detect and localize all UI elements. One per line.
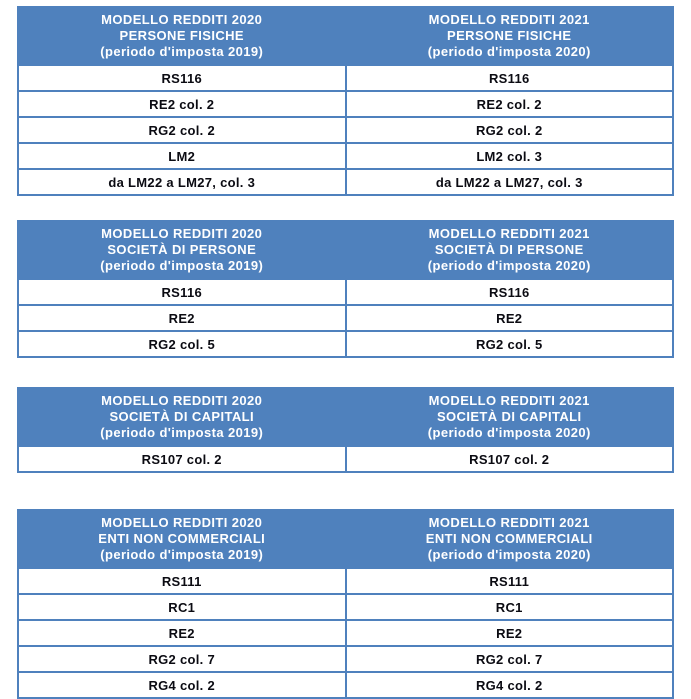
header-line: SOCIETÀ DI PERSONE bbox=[107, 242, 257, 257]
table-header-row bbox=[18, 510, 673, 568]
table-row bbox=[18, 143, 673, 169]
table-cell: da LM22 a LM27, col. 3 bbox=[18, 169, 346, 195]
table-cell: RE2 bbox=[346, 620, 674, 646]
header-line: PERSONE FISICHE bbox=[119, 28, 244, 43]
table-cell: RC1 bbox=[18, 594, 346, 620]
comparison-table-societa-di-persone bbox=[17, 220, 674, 358]
header-line: ENTI NON COMMERCIALI bbox=[98, 531, 266, 546]
table-cell: RS107 col. 2 bbox=[18, 446, 346, 472]
table-row bbox=[18, 672, 673, 698]
table-cell: RG2 col. 5 bbox=[18, 331, 346, 357]
header-line: SOCIETÀ DI CAPITALI bbox=[109, 409, 255, 424]
table-row bbox=[18, 279, 673, 305]
header-line: MODELLO REDDITI 2020 bbox=[101, 226, 263, 241]
table-row bbox=[18, 568, 673, 594]
table-cell: RE2 bbox=[18, 305, 346, 331]
table-cell: RS116 bbox=[346, 65, 674, 91]
table-cell: RS116 bbox=[18, 279, 346, 305]
table-row bbox=[18, 331, 673, 357]
header-line: MODELLO REDDITI 2021 bbox=[428, 393, 590, 408]
table-row bbox=[18, 594, 673, 620]
table-cell: RS111 bbox=[346, 568, 674, 594]
table-cell: RS116 bbox=[18, 65, 346, 91]
header-line: (periodo d'imposta 2020) bbox=[427, 547, 591, 562]
table-cell: RG4 col. 2 bbox=[18, 672, 346, 698]
table-cell: RE2 bbox=[346, 305, 674, 331]
table-header-cell-right bbox=[346, 221, 674, 279]
comparison-table-enti-non-commerciali bbox=[17, 509, 674, 699]
header-line: MODELLO REDDITI 2021 bbox=[428, 12, 590, 27]
table-row bbox=[18, 646, 673, 672]
table-cell: RC1 bbox=[346, 594, 674, 620]
table-header-cell-left bbox=[18, 7, 346, 65]
header-line: ENTI NON COMMERCIALI bbox=[425, 531, 593, 546]
header-line: MODELLO REDDITI 2021 bbox=[428, 226, 590, 241]
header-line: MODELLO REDDITI 2020 bbox=[101, 12, 263, 27]
table-row bbox=[18, 169, 673, 195]
header-line: PERSONE FISICHE bbox=[447, 28, 572, 43]
table-cell: RG4 col. 2 bbox=[346, 672, 674, 698]
header-line: (periodo d'imposta 2019) bbox=[100, 547, 264, 562]
table-header-row bbox=[18, 7, 673, 65]
header-line: MODELLO REDDITI 2020 bbox=[101, 515, 263, 530]
table-row bbox=[18, 91, 673, 117]
table-cell: RE2 col. 2 bbox=[18, 91, 346, 117]
table-cell: LM2 col. 3 bbox=[346, 143, 674, 169]
table-cell: RS116 bbox=[346, 279, 674, 305]
table-header-cell-right bbox=[346, 388, 674, 446]
table-header-row bbox=[18, 221, 673, 279]
header-line: (periodo d'imposta 2020) bbox=[427, 44, 591, 59]
header-line: (periodo d'imposta 2020) bbox=[427, 425, 591, 440]
comparison-table-societa-di-capitali bbox=[17, 387, 674, 473]
table-cell: RS111 bbox=[18, 568, 346, 594]
table-row bbox=[18, 305, 673, 331]
header-line: (periodo d'imposta 2020) bbox=[427, 258, 591, 273]
table-row bbox=[18, 117, 673, 143]
table-cell: RG2 col. 5 bbox=[346, 331, 674, 357]
header-line: MODELLO REDDITI 2020 bbox=[101, 393, 263, 408]
table-cell: da LM22 a LM27, col. 3 bbox=[346, 169, 674, 195]
table-cell: RG2 col. 2 bbox=[18, 117, 346, 143]
header-line: (periodo d'imposta 2019) bbox=[100, 425, 264, 440]
table-header-cell-right bbox=[346, 7, 674, 65]
header-line: SOCIETÀ DI CAPITALI bbox=[436, 409, 582, 424]
table-cell: RG2 col. 2 bbox=[346, 117, 674, 143]
table-cell: RS107 col. 2 bbox=[346, 446, 674, 472]
table-header-cell-right bbox=[346, 510, 674, 568]
table-header-cell-left bbox=[18, 388, 346, 446]
header-line: SOCIETÀ DI PERSONE bbox=[434, 242, 584, 257]
table-row bbox=[18, 446, 673, 472]
table-header-cell-left bbox=[18, 221, 346, 279]
table-cell: RE2 col. 2 bbox=[346, 91, 674, 117]
table-row bbox=[18, 620, 673, 646]
header-line: (periodo d'imposta 2019) bbox=[100, 44, 264, 59]
table-cell: RG2 col. 7 bbox=[18, 646, 346, 672]
table-cell: RG2 col. 7 bbox=[346, 646, 674, 672]
header-line: MODELLO REDDITI 2021 bbox=[428, 515, 590, 530]
comparison-table-persone-fisiche bbox=[17, 6, 674, 196]
table-cell: LM2 bbox=[18, 143, 346, 169]
table-header-cell-left bbox=[18, 510, 346, 568]
table-cell: RE2 bbox=[18, 620, 346, 646]
table-row bbox=[18, 65, 673, 91]
table-header-row bbox=[18, 388, 673, 446]
header-line: (periodo d'imposta 2019) bbox=[100, 258, 264, 273]
